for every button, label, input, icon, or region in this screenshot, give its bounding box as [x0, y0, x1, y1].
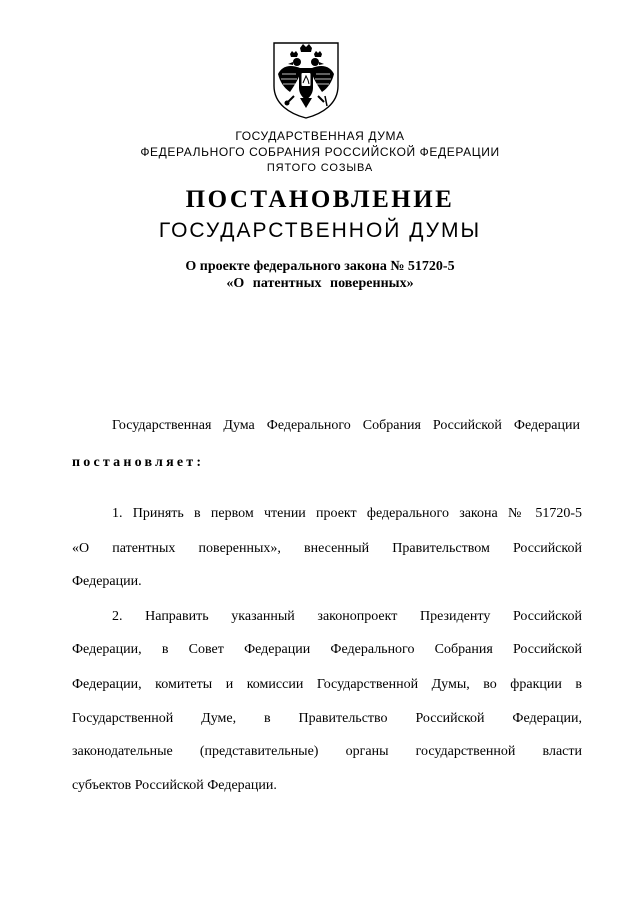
- resolves-verb: постановляет:: [72, 455, 205, 470]
- item2-line6: субъектов Российской Федерации.: [72, 778, 277, 793]
- item2-line3: Федерации, комитеты и комиссии Государственной Думы, во фракции в: [72, 677, 582, 692]
- state-emblem-icon: [270, 40, 342, 120]
- subject-line-1: О проекте федерального закона № 51720-5: [185, 259, 455, 274]
- item2-line1: 2. Направить указанный законопроект Президенту Российской: [112, 609, 582, 624]
- item1-line2: «О патентных поверенных», внесенный Правительством Российской: [72, 541, 582, 556]
- document-type-title: ПОСТАНОВЛЕНИЕ: [185, 186, 455, 213]
- item1-line3: Федерации.: [72, 574, 142, 589]
- intro-paragraph: Государственная Дума Федерального Собрания Российской Федерации: [112, 418, 580, 433]
- item2-line2: Федерации, в Совет Федерации Федерального Собрания Российской: [72, 642, 582, 657]
- item2-line4: Государственной Думе, в Правительство Российской Федерации,: [72, 711, 582, 726]
- item1-line1: 1. Принять в первом чтении проект федерального закона № 51720-5: [112, 506, 582, 521]
- header-convocation: ПЯТОГО СОЗЫВА: [266, 162, 374, 174]
- document-issuer: ГОСУДАРСТВЕННОЙ ДУМЫ: [158, 219, 482, 242]
- header-duma: ГОСУДАРСТВЕННАЯ ДУМА: [235, 129, 405, 143]
- subject-line-2: «О патентных поверенных»: [226, 276, 414, 291]
- item2-line5: законодательные (представительные) органы государственной власти: [72, 744, 582, 759]
- header-federal-assembly: ФЕДЕРАЛЬНОГО СОБРАНИЯ РОССИЙСКОЙ ФЕДЕРАЦИИ: [140, 145, 500, 159]
